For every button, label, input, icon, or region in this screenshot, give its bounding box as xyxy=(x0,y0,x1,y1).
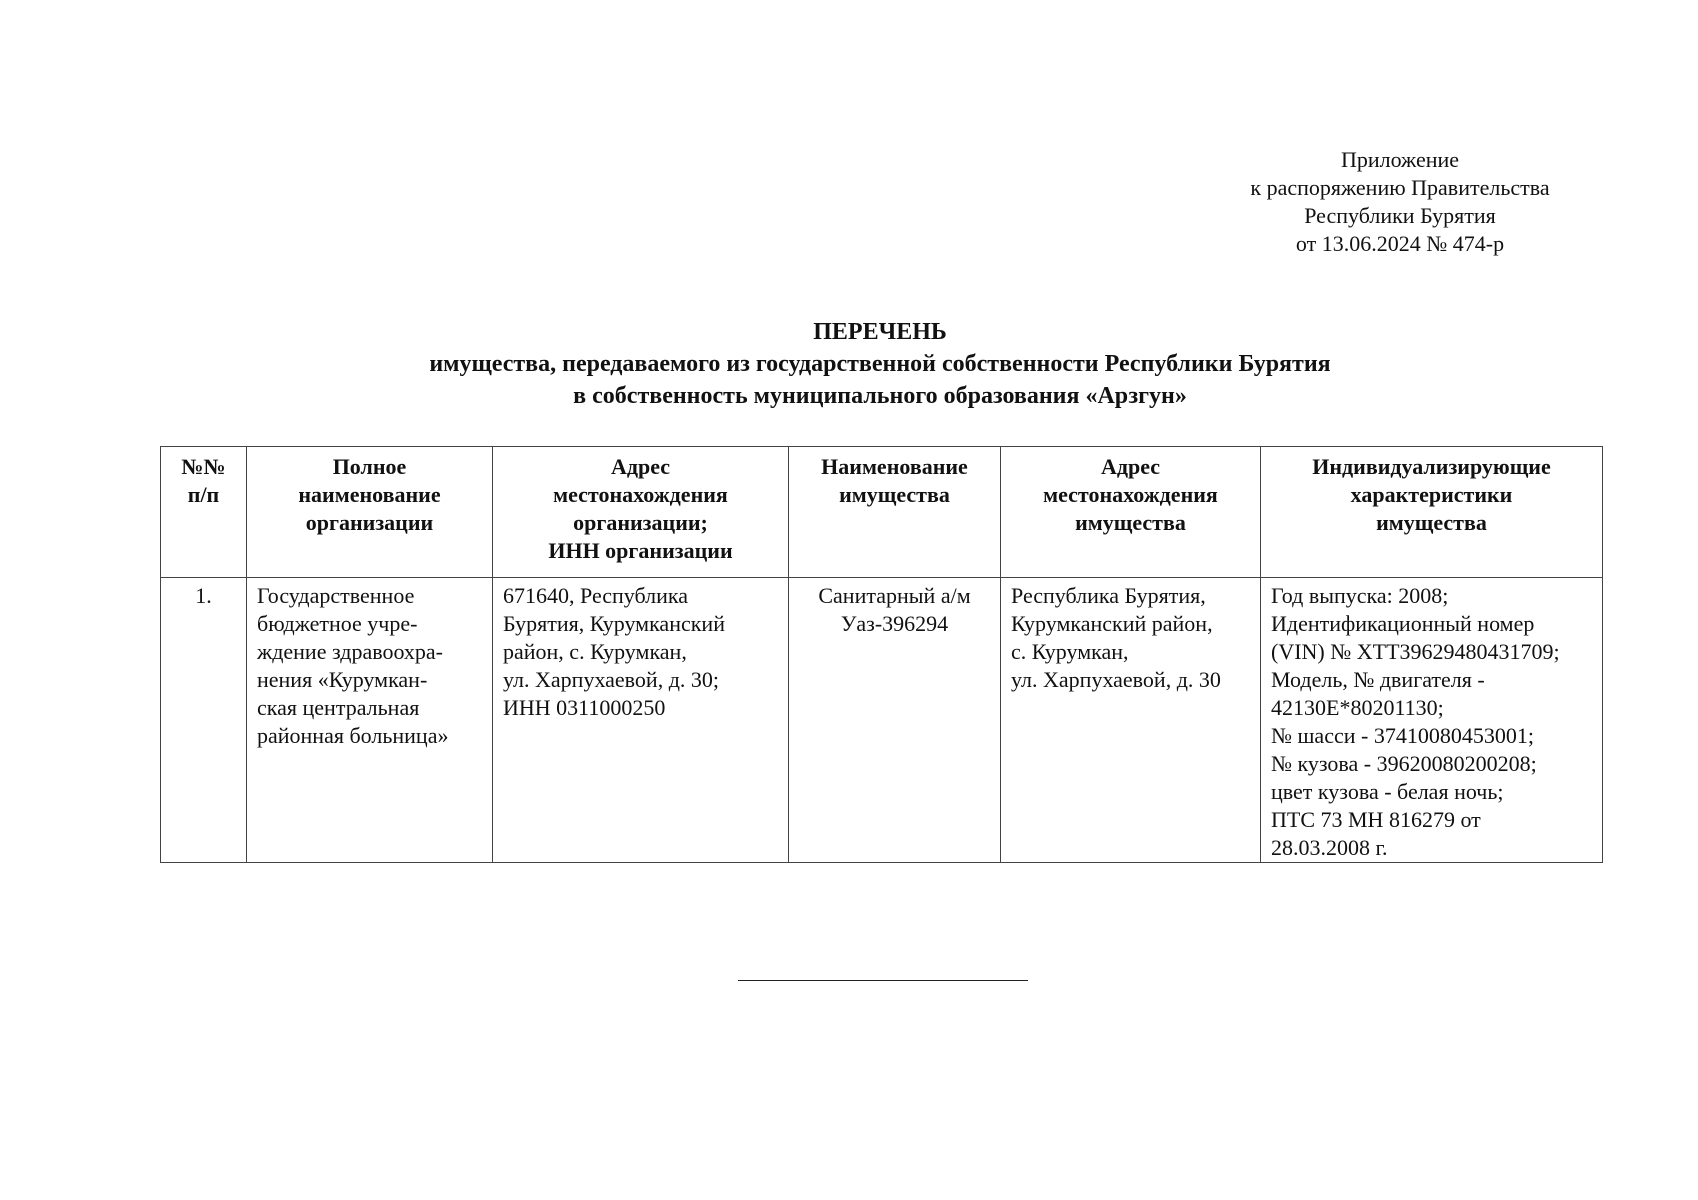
cell-text: ИНН 0311000250 xyxy=(503,695,666,720)
cell-text: ул. Харпухаевой, д. 30; xyxy=(503,667,719,692)
cell-text: ждение здравоохра- xyxy=(257,639,444,664)
cell-text: Республика Бурятия, xyxy=(1011,583,1206,608)
header-property-name xyxy=(789,447,1001,578)
cell-text: районная больница» xyxy=(257,723,449,748)
cell-number xyxy=(161,578,247,863)
cell-organization xyxy=(247,578,493,863)
header-text: имущества xyxy=(1075,510,1186,535)
document-title xyxy=(160,316,1600,412)
property-table xyxy=(160,446,1603,863)
cell-text: Идентификационный номер xyxy=(1271,611,1535,636)
header-text: местонахождения xyxy=(1043,482,1218,507)
header-text: №№ xyxy=(181,454,226,479)
cell-text: Год выпуска: 2008; xyxy=(1271,583,1449,608)
cell-text: 42130Е*80201130; xyxy=(1271,695,1444,720)
cell-property-address xyxy=(1001,578,1261,863)
appendix-date-line: от 13.06.2024 № 474-р xyxy=(1295,231,1505,256)
header-text: Полное xyxy=(332,454,407,479)
cell-text: ул. Харпухаевой, д. 30 xyxy=(1011,667,1221,692)
cell-text: № шасси - 37410080453001; xyxy=(1271,723,1534,748)
title-subtitle-line: имущества, передаваемого из государственной собственности Республики Бурятия xyxy=(429,351,1331,377)
table-row xyxy=(161,578,1603,863)
appendix-line: к распоряжению Правительства xyxy=(1250,175,1550,200)
cell-org-address xyxy=(493,578,789,863)
appendix-line: Республики Бурятия xyxy=(1304,203,1496,228)
cell-text: Уаз-396294 xyxy=(840,611,949,636)
header-text: организации; xyxy=(573,510,708,535)
cell-text: ская центральная xyxy=(257,695,420,720)
cell-property-name xyxy=(789,578,1001,863)
cell-text: № кузова - 39620080200208; xyxy=(1271,751,1537,776)
closing-rule-divider xyxy=(738,980,1028,981)
appendix-line: Приложение xyxy=(1340,147,1460,172)
cell-text: 671640, Республика xyxy=(503,583,689,608)
cell-text: нения «Курумкан- xyxy=(257,667,428,692)
header-text: Адрес xyxy=(610,454,671,479)
header-text: имущества xyxy=(839,482,950,507)
cell-text: Государственное xyxy=(257,583,415,608)
cell-text: Бурятия, Курумканский xyxy=(503,611,725,636)
header-text: наименование xyxy=(298,482,441,507)
header-text: Индивидуализирующие xyxy=(1312,454,1551,479)
header-text: Адрес xyxy=(1100,454,1161,479)
cell-characteristics xyxy=(1261,578,1603,863)
cell-text: ПТС 73 МН 816279 от xyxy=(1271,807,1481,832)
header-number xyxy=(161,447,247,578)
header-text: Наименование xyxy=(821,454,968,479)
title-heading: ПЕРЕЧЕНЬ xyxy=(813,319,947,345)
header-organization xyxy=(247,447,493,578)
cell-text: бюджетное учре- xyxy=(257,611,418,636)
header-text: характеристики xyxy=(1350,482,1513,507)
cell-text: (VIN) № ХТТ39629480431709; xyxy=(1271,639,1560,664)
cell-text: 28.03.2008 г. xyxy=(1271,835,1388,860)
cell-text: район, с. Курумкан, xyxy=(503,639,687,664)
header-org-address xyxy=(493,447,789,578)
header-text: организации xyxy=(305,510,434,535)
header-text: ИНН организации xyxy=(548,538,733,563)
header-characteristics xyxy=(1261,447,1603,578)
table-header-row xyxy=(161,447,1603,578)
header-text: местонахождения xyxy=(553,482,728,507)
cell-text: с. Курумкан, xyxy=(1011,639,1129,664)
header-text: п/п xyxy=(187,482,220,507)
cell-text: Санитарный а/м xyxy=(818,583,971,608)
header-text: имущества xyxy=(1376,510,1487,535)
cell-text: Модель, № двигателя - xyxy=(1271,667,1485,692)
header-property-address xyxy=(1001,447,1261,578)
cell-text: Курумканский район, xyxy=(1011,611,1213,636)
appendix-note xyxy=(1180,146,1620,258)
row-number: 1. xyxy=(195,583,212,608)
cell-text: цвет кузова - белая ночь; xyxy=(1271,779,1504,804)
title-subtitle-line: в собственность муниципального образования «Арзгун» xyxy=(573,383,1187,409)
